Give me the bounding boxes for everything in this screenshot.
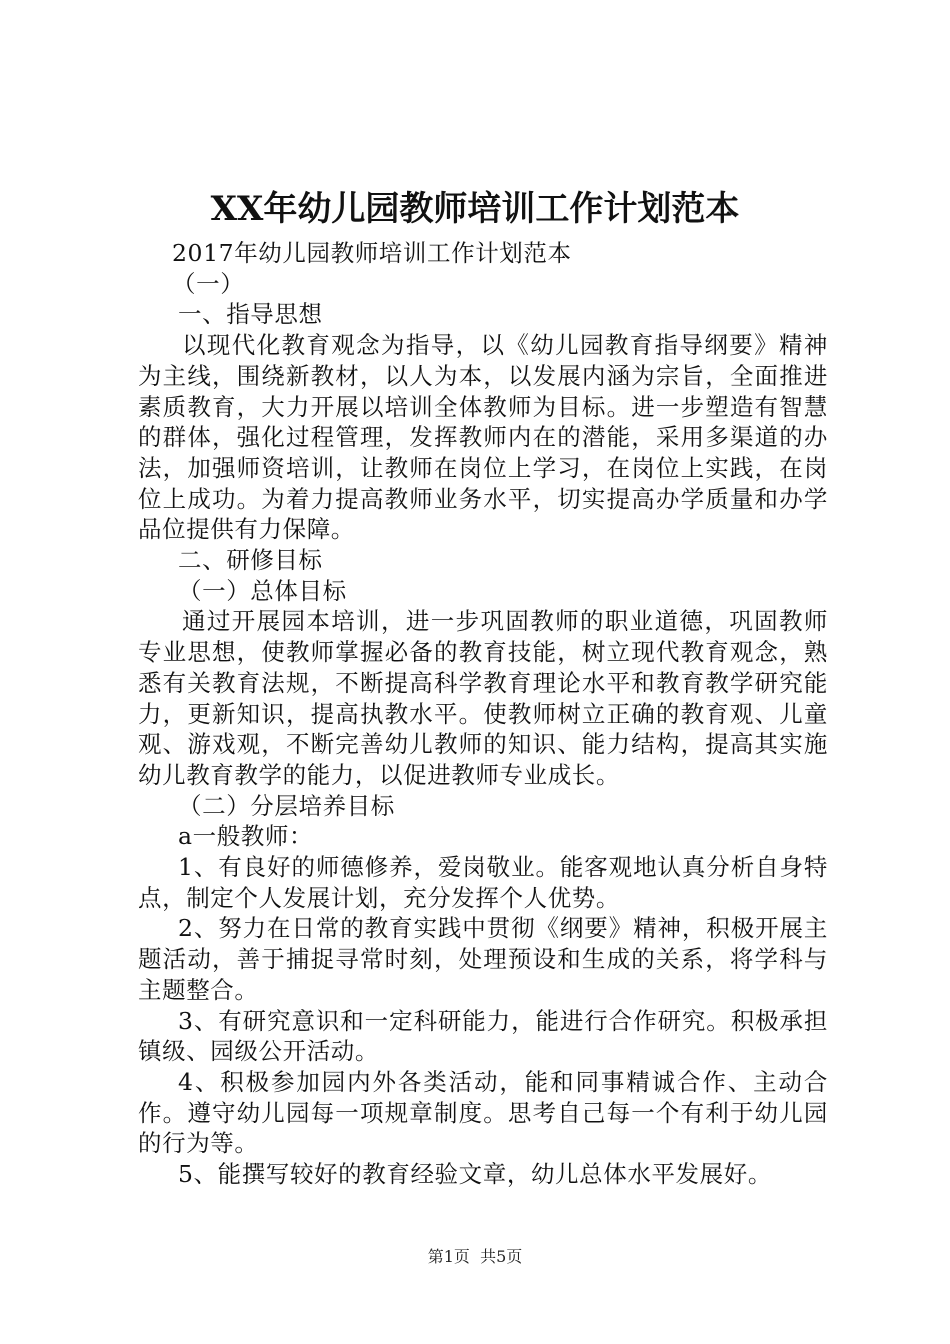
subtitle-line: 2017年幼儿园教师培训工作计划范本 [172, 239, 572, 267]
page-total: 共5页 [480, 1247, 523, 1266]
document-body [138, 238, 828, 1190]
section-number: （一） [172, 269, 245, 298]
heading-tiered-goals: （二）分层培养目标 [178, 791, 395, 820]
list-item-1: 1、有良好的师德修养，爱岗敬业。能客观地认真分析自身特点，制定个人发展计划，充分发挥个人优势。 [138, 853, 828, 912]
heading-overall-goal: （一）总体目标 [178, 576, 347, 605]
paragraph-overall-goal: 通过开展园本培训，进一步巩固教师的职业道德，巩固教师专业思想，使教师掌握必备的教育技能，树立现代教育观念，熟悉有关教育法规，不断提高科学教育理论水平和教育教学研究能力，更新知识，提高执教水平。使教师树立正确的教育观、儿童观、游戏观，不断完善幼儿教师的知识、能力结构，提高其实施幼儿教育教学的能力，以促进教师专业成长。 [138, 607, 828, 789]
heading-general-teachers: a一般教师： [178, 822, 314, 851]
paragraph-guiding-ideology: 以现代化教育观念为指导，以《幼儿园教育指导纲要》精神为主线，围绕新教材，以人为本，以发展内涵为宗旨，全面推进素质教育，大力开展以培训全体教师为目标。进一步塑造有智慧的群体，强化过程管理，发挥教师内在的潜能，采用多渠道的办法，加强师资培训，让教师在岗位上学习，在岗位上实践，在岗位上成功。为着力提高教师业务水平，切实提高办学质量和办学品位提供有力保障。 [138, 331, 828, 544]
list-item-2: 2、努力在日常的教育实践中贯彻《纲要》精神，积极开展主题活动，善于捕捉寻常时刻，处理预设和生成的关系，将学科与主题整合。 [138, 914, 828, 1004]
list-item-3: 3、有研究意识和一定科研能力，能进行合作研究。积极承担镇级、园级公开活动。 [138, 1006, 828, 1066]
heading-training-goals: 二、研修目标 [178, 546, 323, 575]
document-title: XX年幼儿园教师培训工作计划范本 [210, 189, 740, 229]
heading-guiding-ideology: 一、指导思想 [178, 300, 323, 329]
list-item-4: 4、积极参加园内外各类活动，能和同事精诚合作、主动合作。遵守幼儿园每一项规章制度。思考自己每一个有利于幼儿园的行为等。 [138, 1067, 828, 1158]
page-footer [0, 1247, 950, 1267]
list-item-5: 5、能撰写较好的教育经验文章，幼儿总体水平发展好。 [178, 1160, 772, 1189]
page-number: 第1页 [427, 1247, 470, 1266]
